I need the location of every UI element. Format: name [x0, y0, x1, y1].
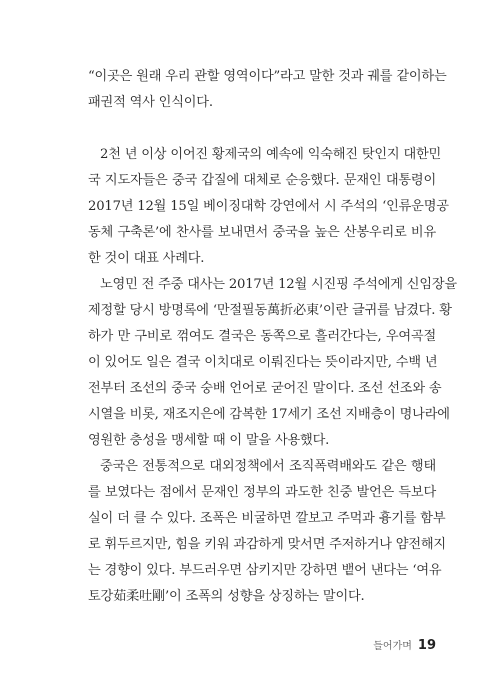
text-line: 이 있어도 일은 결국 이치대로 이뤄진다는 뜻이라지만, 수백 년: [88, 355, 438, 370]
section-label: 들어가며: [373, 641, 412, 652]
paragraph-2: [88, 142, 449, 272]
text-line: 한 것이 대표 사례다.: [88, 251, 205, 266]
text-line: 동체 구축론’에 찬사를 보내면서 중국을 높은 산봉우리로 비유: [88, 225, 436, 240]
text-line: 노영민 전 주중 대사는 2017년 12월 시진핑 주석에게 신임장을: [100, 277, 457, 292]
text-line: 로 휘두르지만, 힘을 키워 과감하게 맞서면 주저하거나 얌전해지: [88, 537, 446, 552]
text-line: 시열을 비롯, 재조지은에 감복한 17세기 조선 지배층이 명나라에: [88, 407, 450, 422]
paragraph-3: [88, 272, 457, 454]
text-line: 를 보였다는 점에서 문재인 정부의 과도한 친중 발언은 득보다: [88, 485, 436, 500]
text-line: 하가 만 구비로 꺾여도 결국은 동쪽으로 흘러간다는, 우여곡절: [88, 329, 436, 344]
text-line: 전부터 조선의 중국 숭배 언어로 굳어진 말이다. 조선 선조와 송: [88, 381, 442, 396]
text-line: 패권적 역사 인식이다.: [88, 95, 213, 110]
paragraph-1: [88, 64, 447, 116]
paragraph-4: [88, 454, 446, 610]
text-line: 제정할 당시 방명록에 ‘만절필동萬折必東’이란 글귀를 남겼다. 황: [88, 303, 452, 318]
text-line: 중국은 전통적으로 대외정책에서 조직폭력배와도 같은 행태: [100, 459, 436, 474]
text-line: 영원한 충성을 맹세할 때 이 말을 사용했다.: [88, 433, 330, 448]
page-footer: [0, 634, 436, 653]
text-line: 실이 더 클 수 있다. 조폭은 비굴하면 깔보고 주먹과 흉기를 함부: [88, 511, 446, 526]
text-line: “이곳은 원래 우리 관할 영역이다”라고 말한 것과 궤를 같이하는: [88, 69, 447, 84]
page-number: 19: [417, 638, 436, 653]
text-line: 토강茹柔吐剛’이 조폭의 성향을 상징하는 말이다.: [88, 589, 365, 604]
text-line: 는 경향이 있다. 부드러우면 삼키지만 강하면 뱉어 낸다는 ‘여유: [88, 563, 442, 578]
text-line: 2017년 12월 15일 베이징대학 강연에서 시 주석의 ‘인류운명공: [88, 199, 449, 214]
text-line: 국 지도자들은 중국 갑질에 대체로 순응했다. 문재인 대통령이: [88, 173, 436, 188]
text-line: 2천 년 이상 이어진 황제국의 예속에 익숙해진 탓인지 대한민: [100, 147, 442, 162]
